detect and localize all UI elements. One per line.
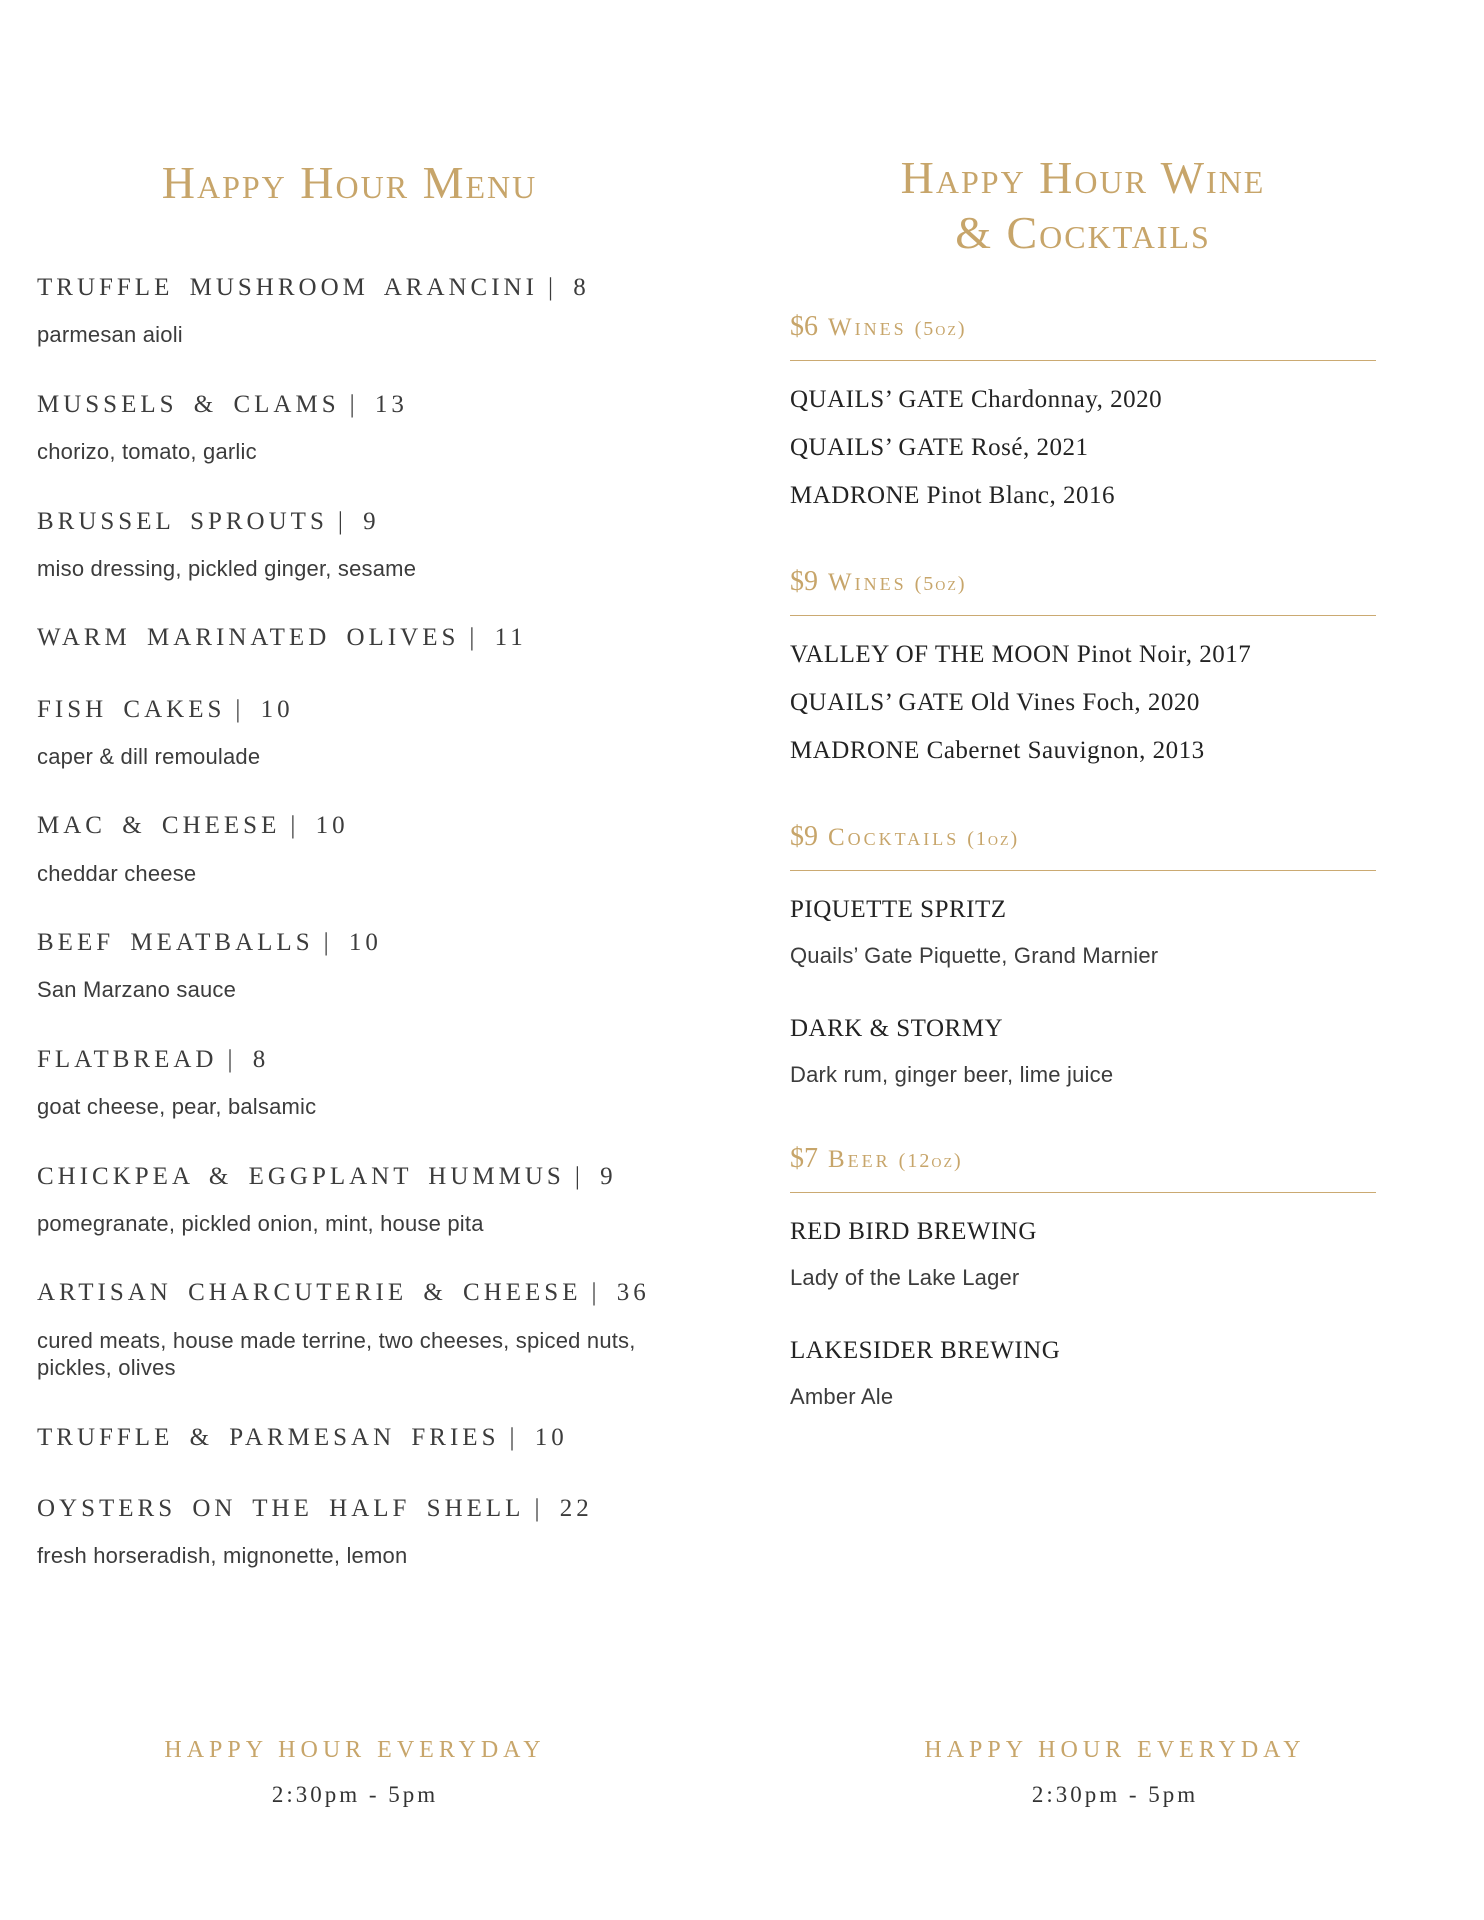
food-item (37, 927, 662, 1004)
section-label: Beer (828, 1146, 891, 1174)
food-item-description: miso dressing, pickled ginger, sesame (37, 555, 417, 581)
happy-hour-times: 2:30pm - 5pm (271, 1782, 439, 1807)
section-header (790, 1142, 1376, 1180)
food-item (37, 389, 662, 466)
section-header (790, 820, 1376, 858)
food-item-price: | 36 (591, 1279, 650, 1307)
section-label: Wines (828, 314, 907, 342)
cocktail-item (790, 1014, 1376, 1088)
food-item-name-line (37, 927, 662, 958)
food-item-price: | 10 (290, 812, 349, 840)
cocktail-description: Quails’ Gate Piquette, Grand Marnier (790, 943, 1159, 969)
wine-item (790, 385, 1376, 415)
section-label: Cocktails (828, 824, 960, 852)
food-item-name-line (37, 272, 662, 303)
food-item-name-line (37, 1161, 662, 1192)
food-item-name-line (37, 810, 662, 841)
wine-name: VALLEY OF THE MOON Pinot Noir, 2017 (790, 641, 1252, 669)
food-item-description: cheddar cheese (37, 860, 197, 886)
beer-list (790, 1217, 1376, 1410)
section-divider (790, 615, 1376, 616)
section-price: $9 (790, 566, 818, 598)
food-item-price: | 9 (574, 1162, 617, 1190)
drinks-menu-title (790, 150, 1376, 260)
section-size: (5oz) (914, 318, 967, 341)
food-item-price: | 9 (337, 507, 380, 535)
wine-item (790, 736, 1376, 766)
food-item-name: MUSSELS & CLAMS (37, 390, 340, 418)
cocktail-name: DARK & STORMY (790, 1014, 1004, 1042)
food-item (37, 506, 662, 583)
food-item-description: goat cheese, pear, balsamic (37, 1094, 317, 1120)
section-divider (790, 360, 1376, 361)
food-menu-title: Happy Hour Menu (161, 157, 538, 208)
beer-name: LAKESIDER BREWING (790, 1336, 1061, 1364)
food-item-name-line (37, 389, 662, 420)
food-item-name: BRUSSEL SPROUTS (37, 507, 328, 535)
food-item-name-line (37, 694, 662, 725)
food-item (37, 1277, 662, 1381)
food-item (37, 1161, 662, 1238)
section-header (790, 565, 1376, 603)
food-item-name-line (37, 1044, 662, 1075)
food-footer (40, 1737, 670, 1808)
drinks-title-line1: Happy Hour Wine (900, 152, 1266, 203)
food-item-description: caper & dill remoulade (37, 743, 261, 769)
wine-list-9 (790, 640, 1376, 766)
section-beer (790, 1142, 1376, 1410)
food-item-name: FLATBREAD (37, 1045, 218, 1073)
food-item-name-line (37, 622, 662, 653)
food-item-name: ARTISAN CHARCUTERIE & CHEESE (37, 1279, 582, 1307)
food-item-price: | 10 (235, 695, 294, 723)
food-item (37, 1493, 662, 1570)
food-item (37, 1422, 662, 1453)
food-item-price: | 10 (509, 1423, 568, 1451)
section-price: $6 (790, 311, 818, 343)
beer-item (790, 1217, 1376, 1291)
section-divider (790, 1192, 1376, 1193)
section-price: $9 (790, 821, 818, 853)
food-item (37, 272, 662, 349)
food-item-description: chorizo, tomato, garlic (37, 439, 257, 465)
section-price: $7 (790, 1143, 818, 1175)
cocktail-description: Dark rum, ginger beer, lime juice (790, 1061, 1114, 1087)
food-item-price: | 22 (534, 1494, 593, 1522)
wine-item (790, 481, 1376, 511)
drinks-title-line2: & Cocktails (955, 207, 1211, 259)
food-item-name-line (37, 1422, 662, 1453)
food-item-name: TRUFFLE & PARMESAN FRIES (37, 1423, 500, 1451)
section-size: (1oz) (967, 828, 1020, 851)
food-item-price: | 10 (323, 929, 382, 957)
cocktail-list (790, 895, 1376, 1088)
food-item-price: | 11 (469, 624, 527, 652)
section-header (790, 310, 1376, 348)
food-item-price: | 8 (227, 1045, 270, 1073)
food-item (37, 810, 662, 887)
happy-hour-times: 2:30pm - 5pm (1031, 1782, 1199, 1807)
food-item-name: MAC & CHEESE (37, 812, 281, 840)
section-wines-6 (790, 310, 1376, 511)
cocktail-item (790, 895, 1376, 969)
wine-name: QUAILS’ GATE Rosé, 2021 (790, 434, 1089, 462)
food-item-name: FISH CAKES (37, 695, 226, 723)
wine-item (790, 433, 1376, 463)
drinks-footer (800, 1737, 1430, 1808)
food-item (37, 694, 662, 771)
food-item-list (37, 272, 662, 1570)
wine-name: QUAILS’ GATE Chardonnay, 2020 (790, 386, 1163, 414)
food-item (37, 1044, 662, 1121)
food-item-description: San Marzano sauce (37, 977, 237, 1003)
food-item-description: parmesan aioli (37, 322, 183, 348)
food-item-description: fresh horseradish, mignonette, lemon (37, 1543, 408, 1569)
beer-name: RED BIRD BREWING (790, 1218, 1037, 1246)
wine-item (790, 688, 1376, 718)
wine-list-6 (790, 385, 1376, 511)
food-item-price: | 8 (547, 274, 590, 302)
food-item-name: TRUFFLE MUSHROOM ARANCINI (37, 274, 538, 302)
beer-description: Amber Ale (790, 1383, 894, 1409)
food-item (37, 622, 662, 653)
section-wines-9 (790, 565, 1376, 766)
food-item-description: cured meats, house made terrine, two cheeses, spiced nuts, pickles, olives (37, 1327, 636, 1381)
food-item-name-line (37, 1277, 662, 1308)
cocktail-name: PIQUETTE SPRITZ (790, 896, 1007, 924)
section-divider (790, 870, 1376, 871)
happy-hour-everyday-label: HAPPY HOUR EVERYDAY (164, 1737, 546, 1763)
food-item-name: CHICKPEA & EGGPLANT HUMMUS (37, 1162, 565, 1190)
food-item-name: BEEF MEATBALLS (37, 929, 314, 957)
food-item-name-line (37, 506, 662, 537)
food-item-name: WARM MARINATED OLIVES (37, 624, 460, 652)
food-item-description: pomegranate, pickled onion, mint, house pita (37, 1210, 484, 1236)
food-column (37, 155, 662, 1610)
section-label: Wines (828, 569, 907, 597)
beer-item (790, 1336, 1376, 1410)
wine-item (790, 640, 1376, 670)
happy-hour-everyday-label: HAPPY HOUR EVERYDAY (924, 1737, 1306, 1763)
wine-name: MADRONE Pinot Blanc, 2016 (790, 482, 1115, 510)
wine-name: QUAILS’ GATE Old Vines Foch, 2020 (790, 689, 1200, 717)
food-item-name: OYSTERS ON THE HALF SHELL (37, 1494, 525, 1522)
drinks-column (790, 150, 1376, 1454)
food-item-name-line (37, 1493, 662, 1524)
beer-description: Lady of the Lake Lager (790, 1265, 1020, 1291)
section-size: (5oz) (914, 573, 967, 596)
wine-name: MADRONE Cabernet Sauvignon, 2013 (790, 737, 1205, 765)
section-size: (12oz) (898, 1150, 963, 1173)
food-item-price: | 13 (349, 390, 408, 418)
section-cocktails (790, 820, 1376, 1088)
